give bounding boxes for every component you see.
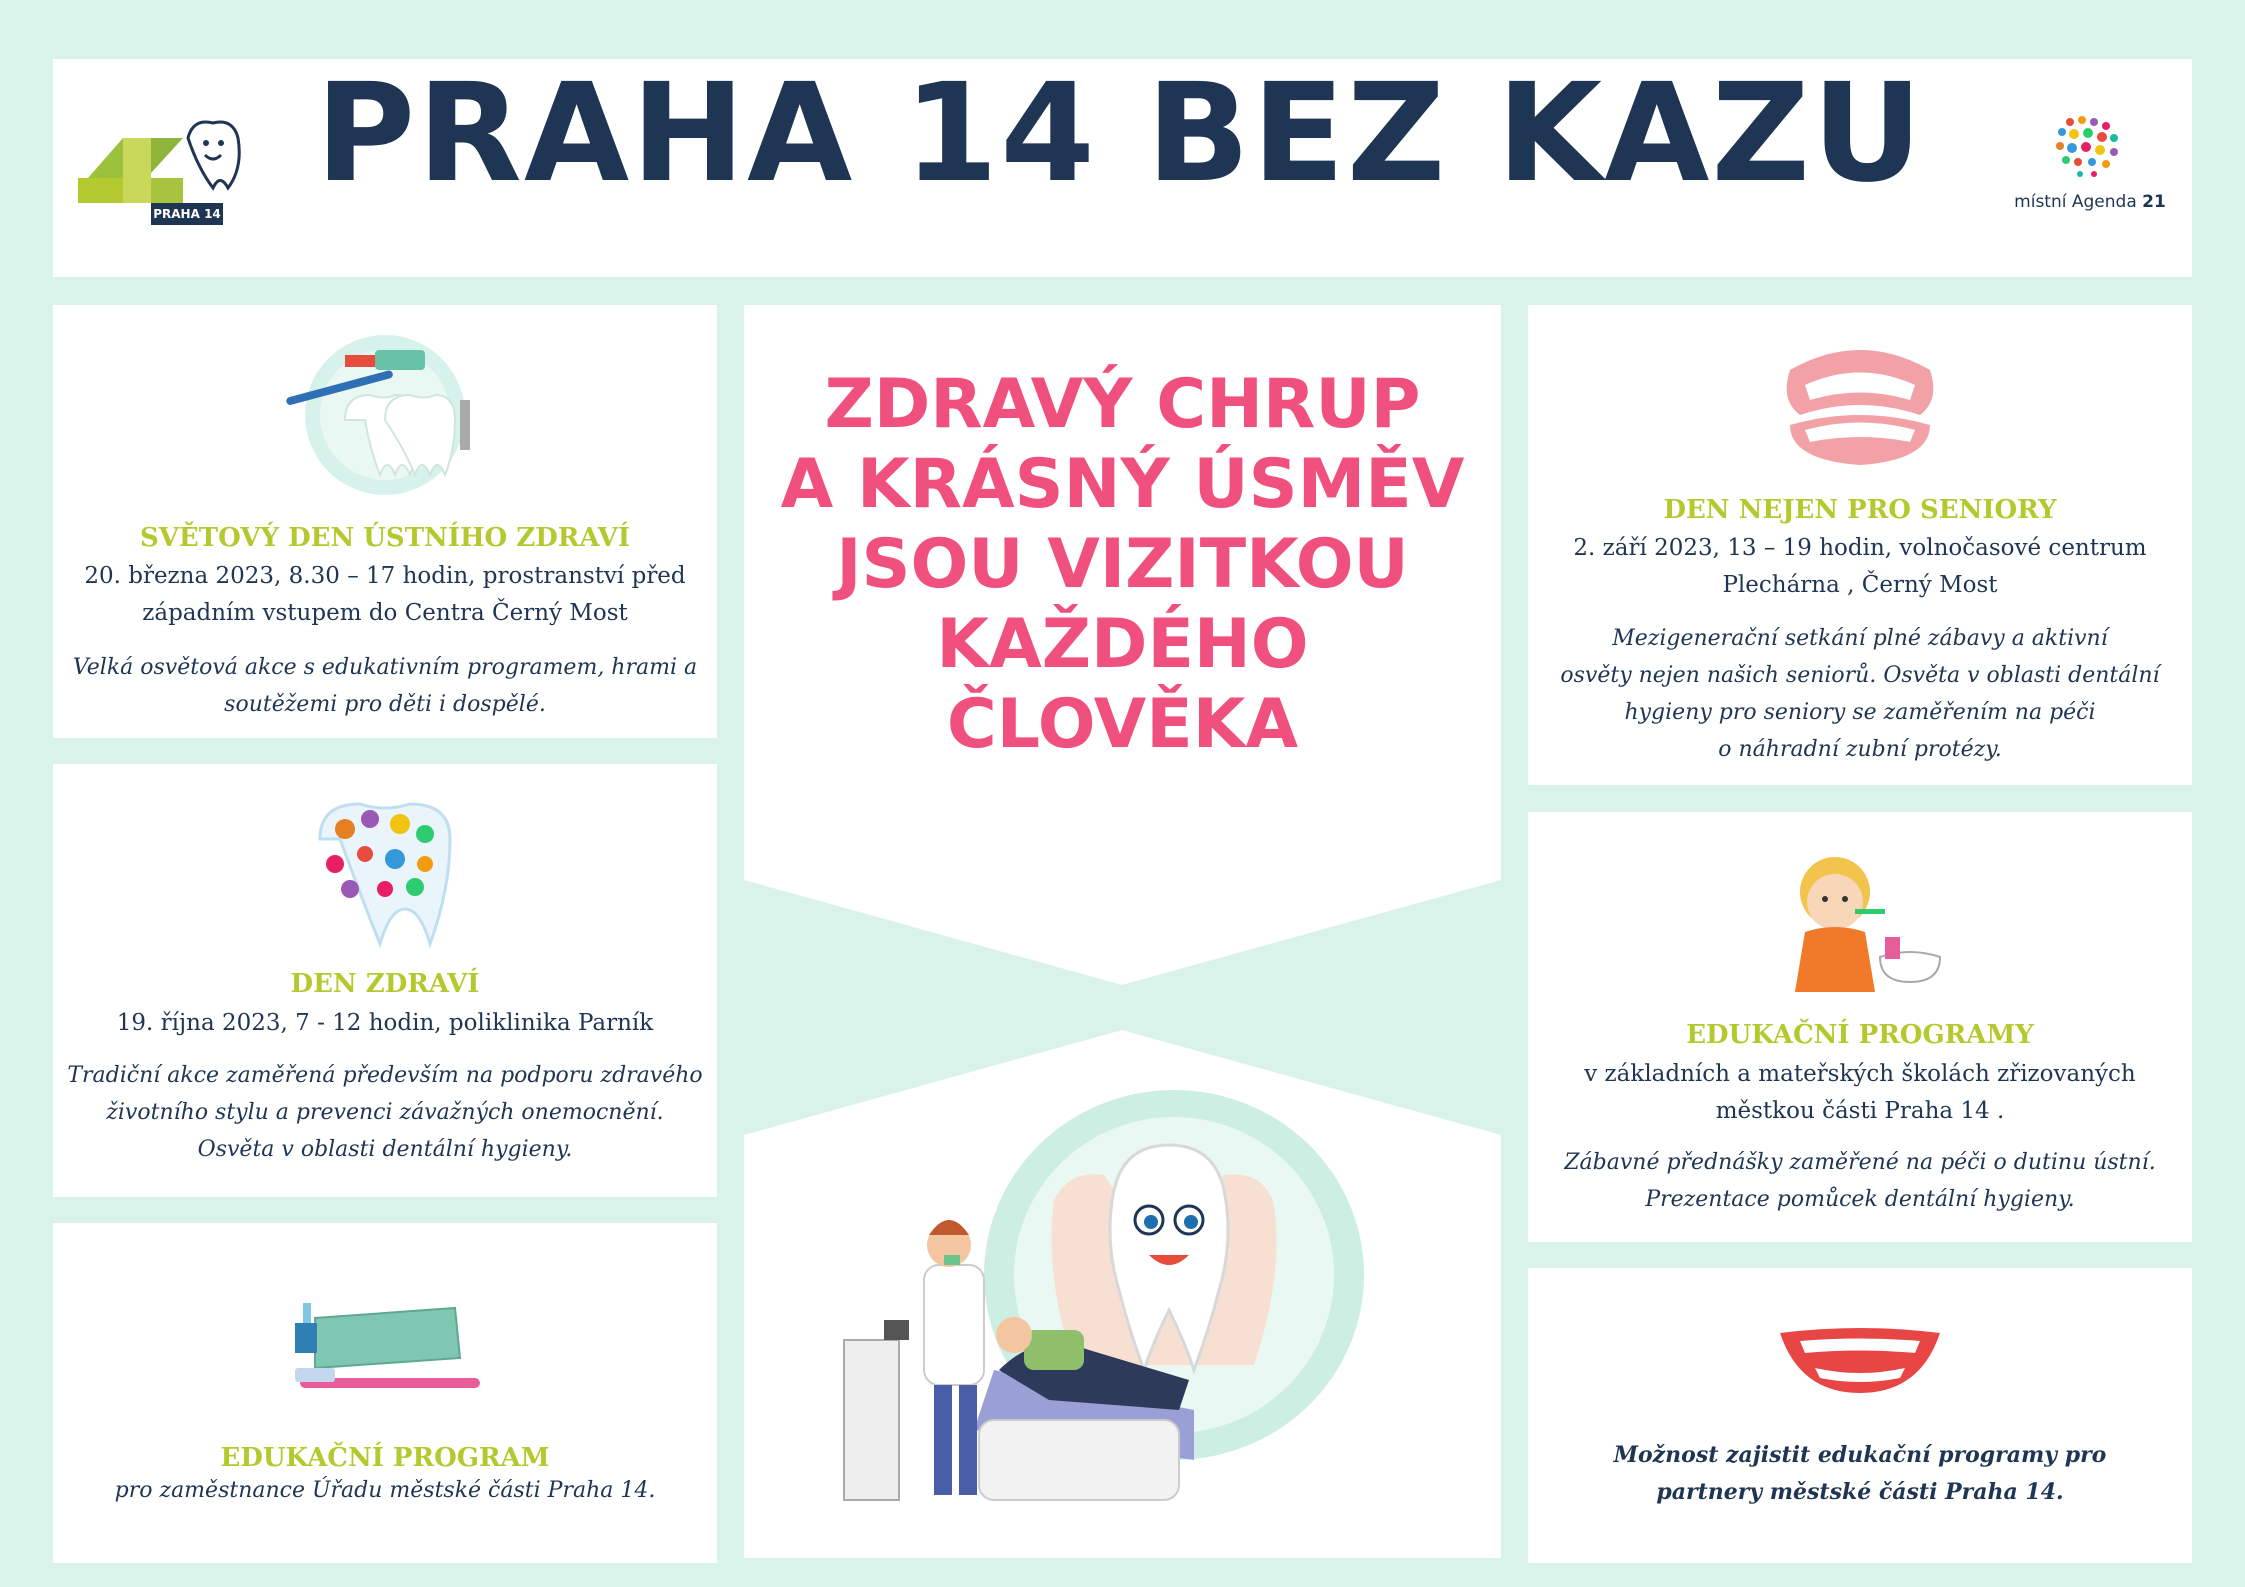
card-description	[53, 1472, 717, 1509]
card-education-program	[53, 1223, 717, 1563]
agenda21-logo	[2010, 112, 2170, 222]
card-description	[1528, 1437, 2192, 1511]
germ-tooth-icon	[305, 799, 465, 949]
card-school-programs	[1528, 812, 2192, 1242]
card-text	[53, 558, 717, 632]
agenda21-label: místní Agenda 21	[2014, 192, 2166, 212]
card-text-line: 2. září 2023, 13 – 19 hodin, volnočasové centrum	[1573, 535, 2147, 561]
card-description-line: hygieny pro seniory se zaměřením na péči	[1624, 700, 2096, 725]
card-description-line: Velká osvětová akce s edukativním programem, hrami a	[72, 655, 698, 680]
card-text-line: 20. března 2023, 8.30 – 17 hodin, prostranství před	[84, 563, 686, 589]
card-description	[1528, 1144, 2192, 1218]
card-description-line: partnery městské části Praha 14.	[1656, 1479, 2064, 1505]
card-heading: EDUKAČNÍ PROGRAMY	[1686, 1020, 2034, 1050]
card-description-line: o náhradní zubní protézy.	[1718, 737, 2002, 762]
card-description-line: pro zaměstnance Úřadu městské části Praha 14.	[114, 1478, 656, 1503]
slogan-line: ČLOVĚKA	[946, 685, 1299, 764]
card-description	[53, 649, 717, 723]
page-title: PRAHA 14 BEZ KAZU	[315, 55, 1925, 213]
card-description-line: Možnost zajistit edukační programy pro	[1613, 1442, 2107, 1468]
card-text-line: v základních a mateřských školách zřizovaných	[1584, 1061, 2136, 1087]
boy-brushing-icon	[1770, 847, 1950, 997]
dentist-illustration-panel	[744, 1030, 1501, 1558]
card-text	[53, 1005, 717, 1042]
card-description-line: Prezentace pomůcek dentální hygieny.	[1645, 1187, 2075, 1212]
card-heading: DEN NEJEN PRO SENIORY	[1663, 495, 2057, 525]
card-seniors-day	[1528, 305, 2192, 785]
card-description-line: osvěty nejen našich seniorů. Osvěta v oblasti dentální	[1560, 663, 2160, 688]
slogan-line: KAŽDÉHO	[936, 605, 1309, 684]
card-description-line: Mezigenerační setkání plné zábavy a aktivní	[1612, 626, 2108, 651]
card-heading: SVĚTOVÝ DEN ÚSTNÍHO ZDRAVÍ	[139, 523, 630, 553]
card-heading: EDUKAČNÍ PROGRAM	[220, 1443, 550, 1473]
slogan-line: A KRÁSNÝ ÚSMĚV	[780, 445, 1465, 524]
card-description	[53, 1057, 717, 1168]
logo-left-label: PRAHA 14	[153, 207, 221, 221]
card-description	[1528, 620, 2192, 768]
card-text	[1528, 1056, 2192, 1130]
card-text-line: 19. října 2023, 7 - 12 hodin, poliklinika Parník	[116, 1010, 654, 1036]
slogan	[744, 365, 1501, 765]
card-heading: DEN ZDRAVÍ	[290, 969, 480, 999]
card-text-line: západním vstupem do Centra Černý Most	[142, 600, 628, 626]
praha14-logo	[78, 118, 258, 228]
card-description-line: Zábavné přednášky zaměřené na péči o dutinu ústní.	[1564, 1150, 2156, 1175]
dentures-icon	[1770, 330, 1950, 470]
tooth-brush-icon	[275, 330, 495, 500]
card-health-day	[53, 764, 717, 1197]
slogan-line: JSOU VIZITKOU	[836, 525, 1409, 604]
card-description-line: Tradiční akce zaměřená především na podporu zdravého	[67, 1063, 703, 1088]
card-description-line: Osvěta v oblasti dentální hygieny.	[197, 1137, 573, 1162]
card-description-line: životního stylu a prevenci závažných onemocnění.	[106, 1100, 664, 1125]
card-text-line: Plechárna , Černý Most	[1722, 572, 1998, 598]
slogan-line: ZDRAVÝ CHRUP	[824, 365, 1421, 444]
smile-icon	[1770, 1323, 1950, 1403]
toothpaste-icon	[285, 1298, 485, 1398]
card-text	[1528, 530, 2192, 604]
card-world-oral-health-day	[53, 305, 717, 738]
card-description-line: soutěžemi pro děti i dospělé.	[224, 692, 546, 717]
card-partner-programs	[1528, 1268, 2192, 1563]
card-text-line: městkou části Praha 14 .	[1715, 1098, 2005, 1124]
